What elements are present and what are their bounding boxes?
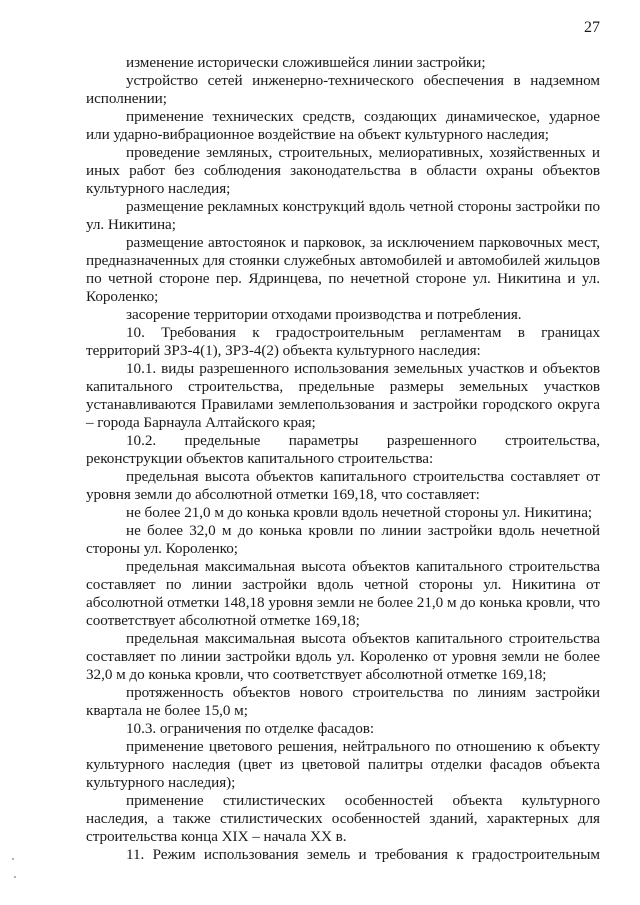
paragraph: 10.1. виды разрешенного использования земельных участков и объектов капитального строительства, предельные размеры земельных участков устанавливаются Правилами землепользования и застройки городского округа – города Барнаула Алтайского края; [86,360,600,431]
paragraph: размещение рекламных конструкций вдоль четной стороны застройки по ул. Никитина; [86,198,600,233]
paragraph: проведение земляных, строительных, мелиоративных, хозяйственных и иных работ без соблюдения законодательства в области охраны объектов культурного наследия; [86,144,600,197]
paragraph: не более 32,0 м до конька кровли по линии застройки вдоль нечетной стороны ул. Короленко; [86,522,600,557]
paragraph: 10.3. ограничения по отделке фасадов: [126,720,375,737]
paragraph: 11. Режим использования земель и требования к градостроительным [126,846,600,863]
paragraph: применение цветового решения, нейтрального по отношению к объекту культурного наследия (цвет из цветовой палитры отделки фасадов объекта культурного наследия); [86,738,600,791]
paragraph: предельная высота объектов капитального строительства составляет от уровня земли до абсолютной отметки 169,18, что составляет: [86,468,600,503]
scan-speck [12,858,14,860]
paragraph: применение стилистических особенностей объекта культурного наследия, а также стилистических особенностей зданий, характерных для строительства конца XIX – начала XX в. [86,792,600,845]
paragraph: 10. Требования к градостроительным регламентам в границах территорий ЗРЗ-4(1), ЗРЗ-4(2) объекта культурного наследия: [86,324,600,359]
body-text [86,54,600,864]
paragraph: предельная максимальная высота объектов капитального строительства составляет по линии застройки вдоль ул. Короленко от уровня земли не более 32,0 м до конька кровли, что соответствует абсолютной отметке 169,18; [86,630,600,683]
paragraph: протяженность объектов нового строительства по линиям застройки квартала не более 15,0 м; [86,684,600,719]
paragraph: предельная максимальная высота объектов капитального строительства составляет по линии застройки вдоль четной стороны ул. Никитина от абсолютной отметки 148,18 уровня земли не более 21,0 м до конька кровли, что соответствует абсолютной отметке 169,18; [86,558,600,629]
scan-speck [14,876,16,878]
paragraph: 10.2. предельные параметры разрешенного строительства, реконструкции объектов капитального строительства: [86,432,600,467]
paragraph: изменение исторически сложившейся линии застройки; [126,54,486,71]
paragraph: применение технических средств, создающих динамическое, ударное или ударно-вибрационное воздействие на объект культурного наследия; [86,108,600,143]
paragraph: не более 21,0 м до конька кровли вдоль нечетной стороны ул. Никитина; [126,504,593,521]
paragraph: размещение автостоянок и парковок, за исключением парковочных мест, предназначенных для стоянки служебных автомобилей и автомобилей жильцов по четной стороне пер. Ядринцева, по нечетной стороне ул. Никитина и ул. Короленко; [86,234,600,305]
page-number: 27 [584,19,600,36]
paragraph: устройство сетей инженерно-технического обеспечения в надземном исполнении; [86,72,600,107]
paragraph: засорение территории отходами производства и потребления. [126,306,522,323]
